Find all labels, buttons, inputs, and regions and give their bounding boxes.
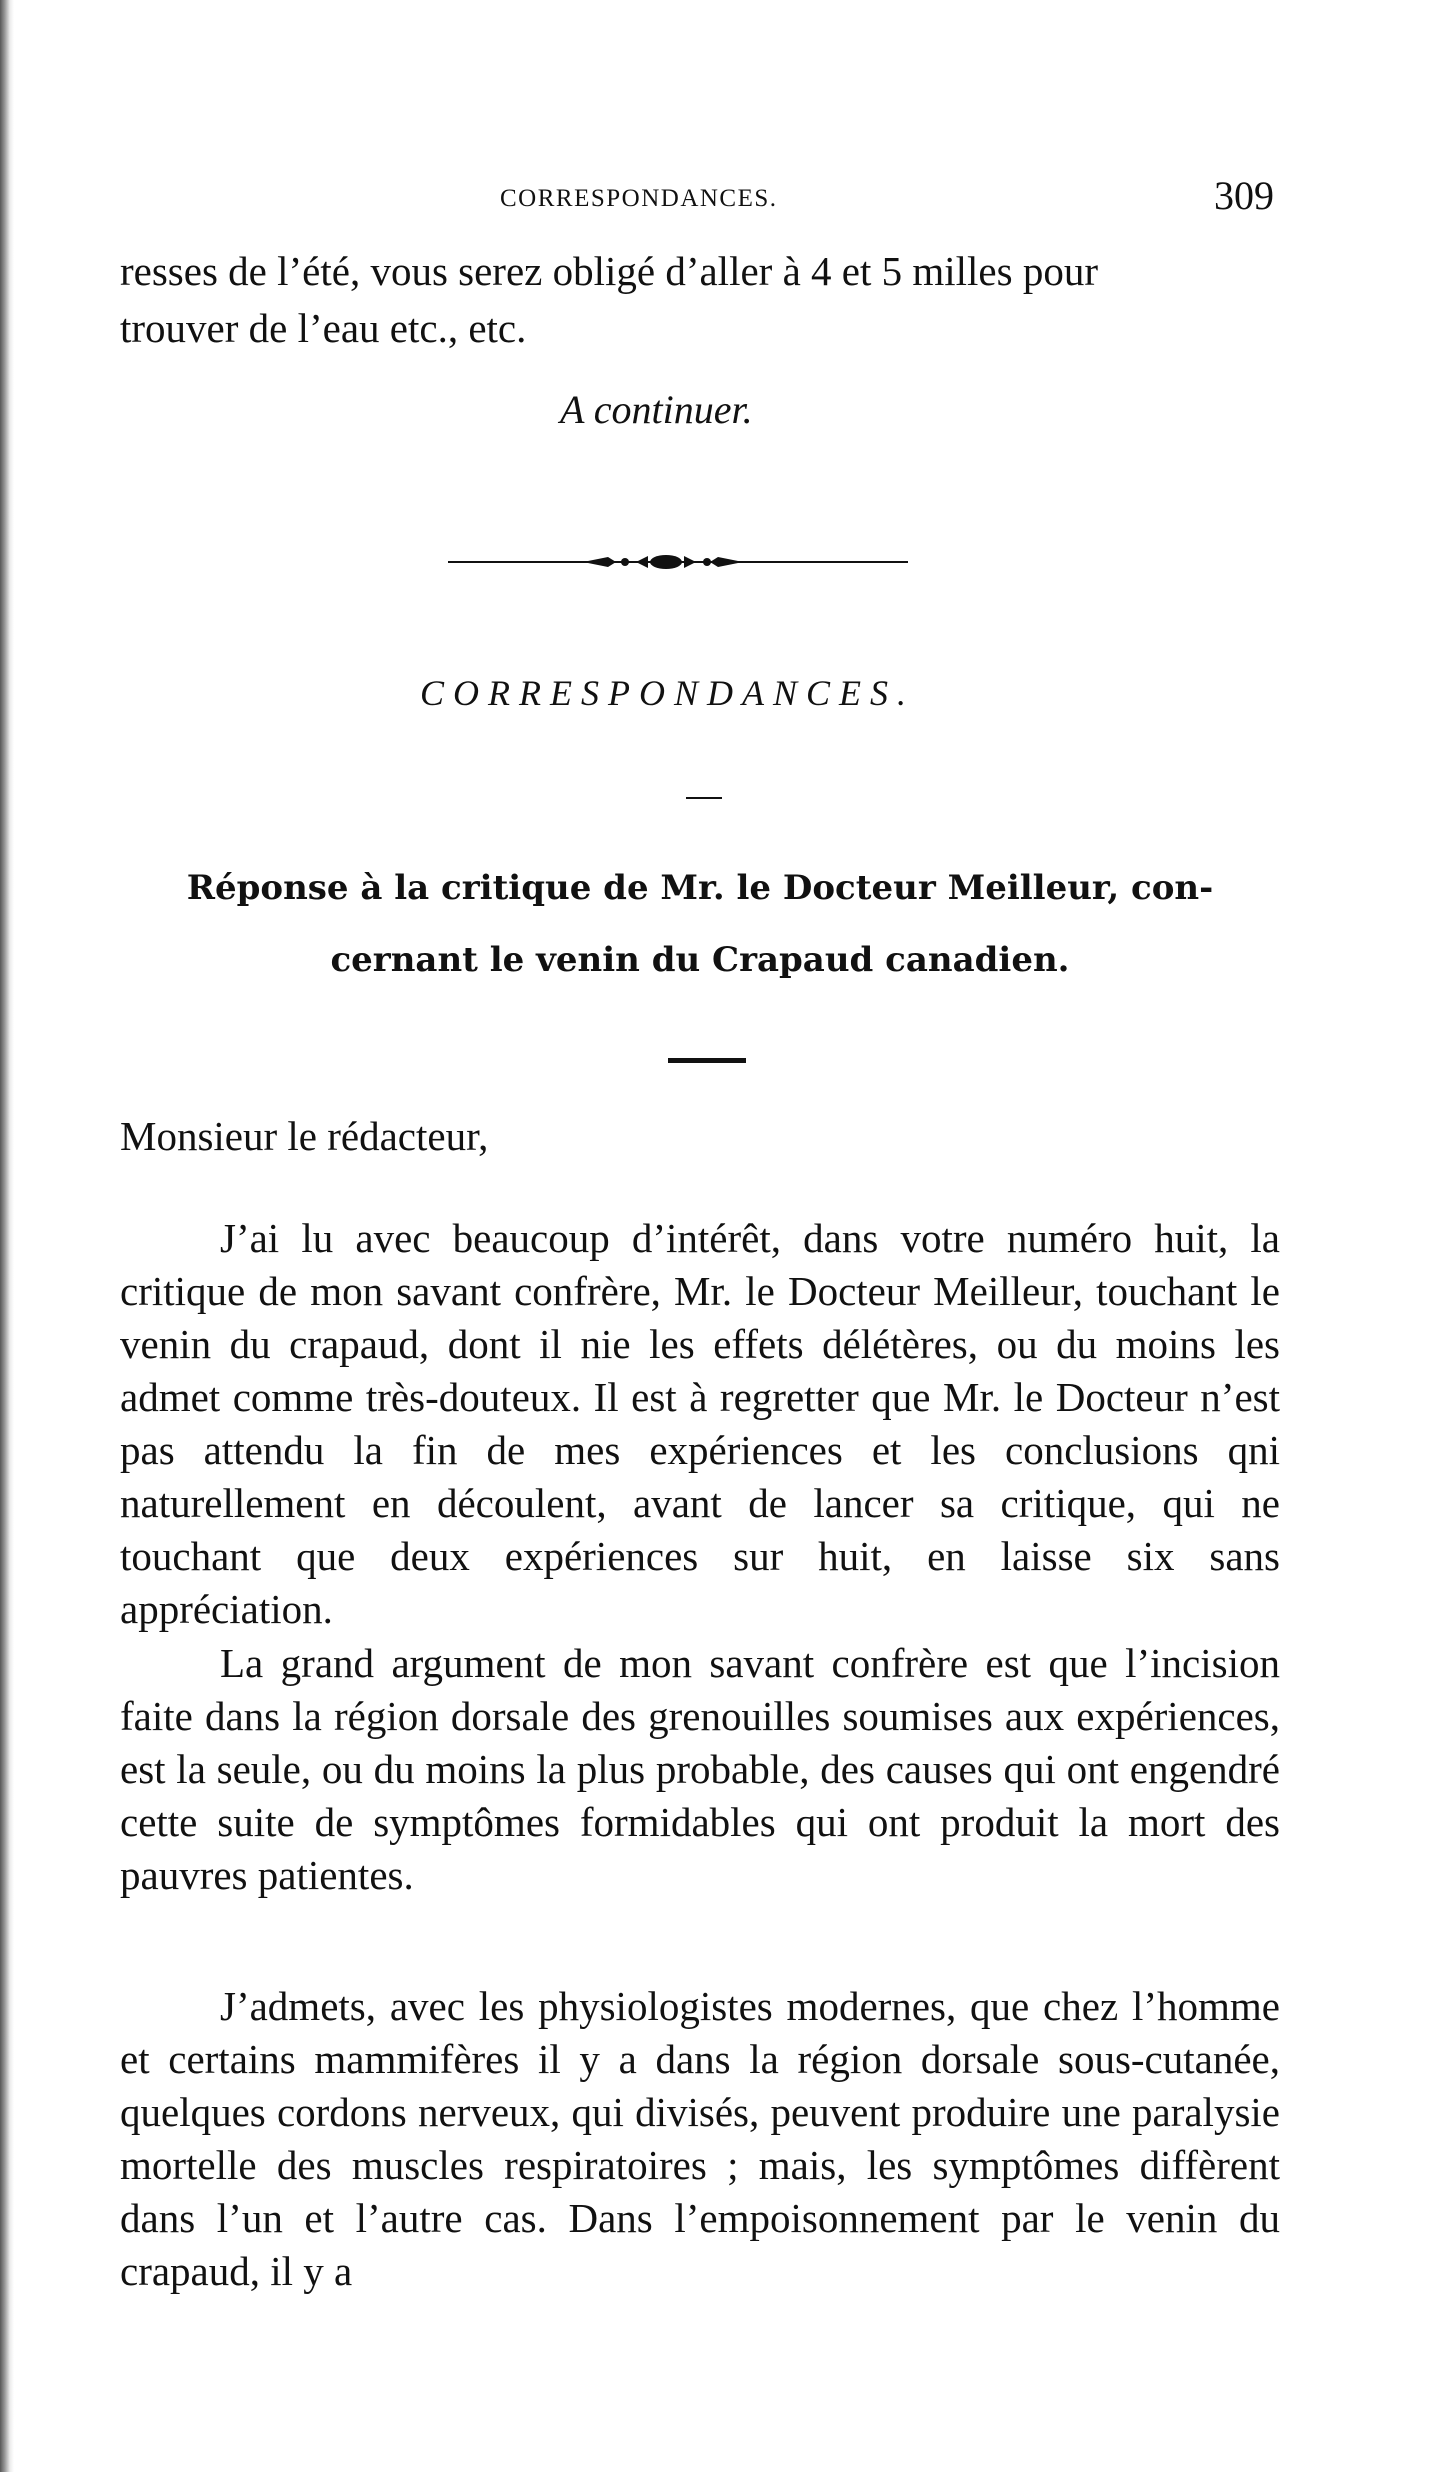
section-title: CORRESPONDANCES. <box>420 673 915 713</box>
running-head: CORRESPONDANCES. <box>500 185 778 212</box>
article-title-line-1: Réponse à la critique de Mr. le Docteur Meilleur, con- <box>186 868 1214 908</box>
page-number: 309 <box>1214 173 1274 218</box>
short-rule-lower <box>668 1058 746 1063</box>
paragraph-1: J’ai lu avec beaucoup d’intérêt, dans votre numéro huit, la critique de mon savant confrère, Mr. le Docteur Meilleur, touchant le venin du crapaud, dont il nie les effets délétères, ou du moins les admet comme très-douteux. Il est à regretter que Mr. le Docteur n’est pas attendu la fin de mes expériences et les conclusions qni naturellement en découlent, avant de lancer sa critique, qui ne touchant que deux expériences sur huit, en laisse six sans appréciation. <box>120 1215 1280 1632</box>
salutation: Monsieur le rédacteur, <box>120 1113 489 1159</box>
ornamental-divider <box>448 550 908 574</box>
paragraph-3: J’admets, avec les physiologistes modernes, que chez l’homme et certains mammifères il y a dans la région dorsale sous-cutanée, quelques cordons nerveux, qui divisés, peuvent produire une paralysie mortelle des muscles respiratoires ; mais, les symptômes diffèrent dans l’un et l’autre cas. Dans l’empoisonnement par le venin du crapaud, il y a <box>120 1983 1280 2294</box>
article-title-line-2: cernant le venin du Crapaud canadien. <box>330 940 1070 980</box>
paragraph-2: La grand argument de mon savant confrère est que l’incision faite dans la région dorsale des grenouilles soumises aux expériences, est la seule, ou du moins la plus probable, des causes qui ont engendré cette suite de symptômes formidables qui ont produit la mort des pauvres patientes. <box>120 1640 1280 1898</box>
continuation-note: A continuer. <box>560 387 753 432</box>
short-rule-upper <box>686 797 722 799</box>
previous-article-line-2: trouver de l’eau etc., etc. <box>120 305 527 351</box>
previous-article-line-1: resses de l’été, vous serez obligé d’aller à 4 et 5 milles pour <box>120 248 1098 294</box>
scan-binding-edge <box>0 0 14 2472</box>
